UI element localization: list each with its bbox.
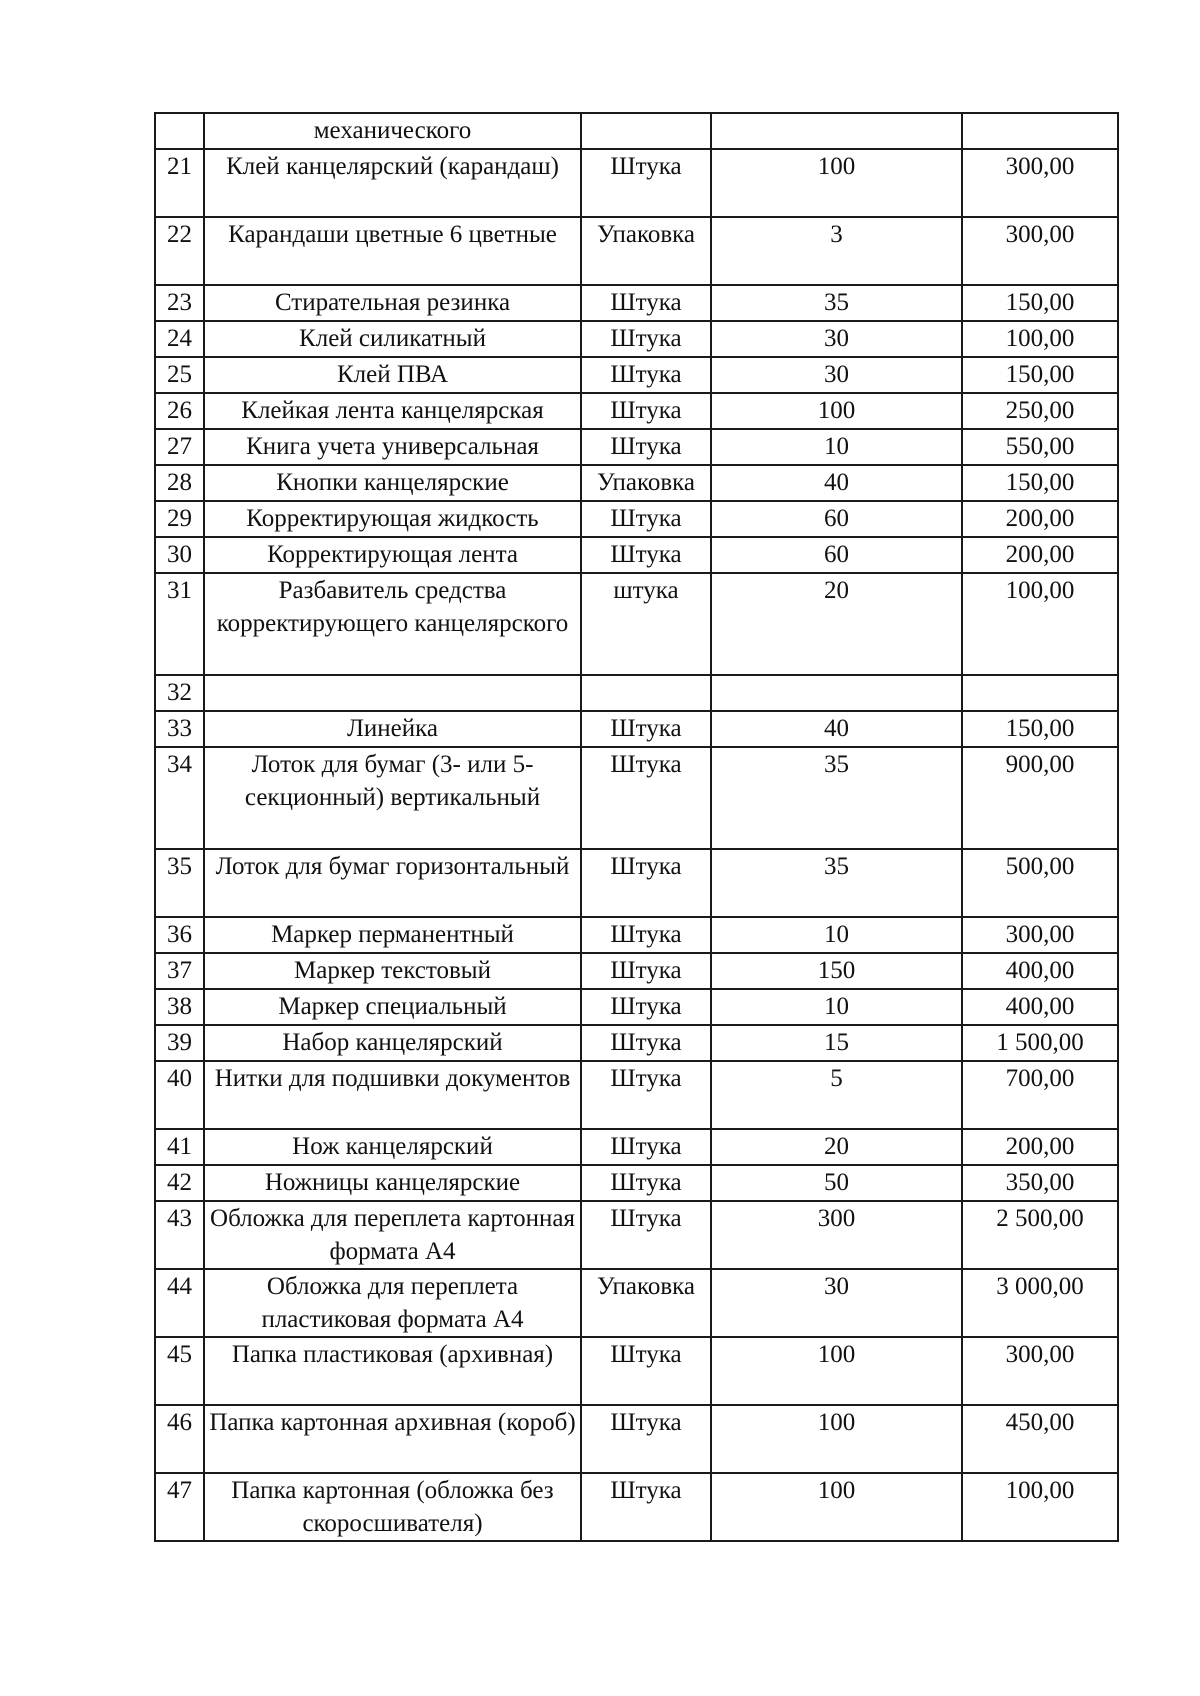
item-quantity: 100 [711, 149, 962, 217]
item-name: Разбавитель средства корректирующего канцелярского [204, 573, 581, 675]
item-name: Обложка для переплета картонная формата А4 [204, 1201, 581, 1269]
table-row [155, 149, 1118, 217]
row-number: 24 [155, 321, 204, 357]
item-name: Маркер текстовый [204, 953, 581, 989]
item-price: 300,00 [962, 1337, 1118, 1405]
table-row [155, 573, 1118, 675]
item-unit: Штука [581, 1473, 711, 1541]
item-name: Маркер перманентный [204, 917, 581, 953]
table-row [155, 747, 1118, 849]
table-row [155, 113, 1118, 149]
item-quantity [711, 675, 962, 711]
item-price [962, 675, 1118, 711]
item-price [962, 113, 1118, 149]
table-row [155, 1025, 1118, 1061]
table-row [155, 1473, 1118, 1541]
item-quantity: 20 [711, 573, 962, 675]
table-row [155, 537, 1118, 573]
item-price: 300,00 [962, 149, 1118, 217]
item-price: 150,00 [962, 357, 1118, 393]
row-number: 28 [155, 465, 204, 501]
table-row [155, 1165, 1118, 1201]
item-quantity: 10 [711, 989, 962, 1025]
item-price: 300,00 [962, 917, 1118, 953]
item-name: Карандаши цветные 6 цветные [204, 217, 581, 285]
item-quantity: 30 [711, 1269, 962, 1337]
item-quantity: 20 [711, 1129, 962, 1165]
table-row [155, 917, 1118, 953]
item-name: Книга учета универсальная [204, 429, 581, 465]
supplies-table-body [155, 113, 1118, 1541]
item-unit: Упаковка [581, 1269, 711, 1337]
item-unit: Штука [581, 1337, 711, 1405]
item-unit: Штука [581, 1165, 711, 1201]
item-unit: Штука [581, 321, 711, 357]
table-row [155, 429, 1118, 465]
item-quantity: 100 [711, 1473, 962, 1541]
item-name: Клей канцелярский (карандаш) [204, 149, 581, 217]
item-name [204, 675, 581, 711]
row-number: 29 [155, 501, 204, 537]
item-quantity: 35 [711, 849, 962, 917]
item-quantity: 40 [711, 711, 962, 747]
row-number: 23 [155, 285, 204, 321]
item-quantity: 300 [711, 1201, 962, 1269]
row-number: 30 [155, 537, 204, 573]
item-name: Лоток для бумаг горизонтальный [204, 849, 581, 917]
item-price: 350,00 [962, 1165, 1118, 1201]
item-quantity [711, 113, 962, 149]
item-quantity: 150 [711, 953, 962, 989]
item-unit: Штука [581, 149, 711, 217]
item-price: 200,00 [962, 1129, 1118, 1165]
item-unit [581, 675, 711, 711]
item-unit: Штука [581, 747, 711, 849]
item-unit [581, 113, 711, 149]
row-number: 22 [155, 217, 204, 285]
item-name: механического [204, 113, 581, 149]
item-quantity: 60 [711, 501, 962, 537]
item-name: Клей силикатный [204, 321, 581, 357]
item-unit: Штука [581, 1201, 711, 1269]
item-price: 150,00 [962, 465, 1118, 501]
table-row [155, 1269, 1118, 1337]
row-number [155, 113, 204, 149]
table-row [155, 285, 1118, 321]
row-number: 27 [155, 429, 204, 465]
item-name: Клей ПВА [204, 357, 581, 393]
item-name: Кнопки канцелярские [204, 465, 581, 501]
item-quantity: 100 [711, 1337, 962, 1405]
row-number: 26 [155, 393, 204, 429]
item-unit: Штука [581, 953, 711, 989]
item-quantity: 40 [711, 465, 962, 501]
table-row [155, 357, 1118, 393]
item-price: 100,00 [962, 573, 1118, 675]
table-row [155, 393, 1118, 429]
table-row [155, 321, 1118, 357]
row-number: 36 [155, 917, 204, 953]
item-name: Маркер специальный [204, 989, 581, 1025]
table-row [155, 953, 1118, 989]
item-unit: Штука [581, 393, 711, 429]
row-number: 43 [155, 1201, 204, 1269]
item-price: 150,00 [962, 285, 1118, 321]
item-unit: Штука [581, 1061, 711, 1129]
item-quantity: 3 [711, 217, 962, 285]
row-number: 45 [155, 1337, 204, 1405]
item-name: Корректирующая лента [204, 537, 581, 573]
item-name: Папка пластиковая (архивная) [204, 1337, 581, 1405]
table-row [155, 675, 1118, 711]
item-price: 400,00 [962, 989, 1118, 1025]
table-row [155, 849, 1118, 917]
item-quantity: 10 [711, 917, 962, 953]
item-unit: Упаковка [581, 217, 711, 285]
item-price: 1 500,00 [962, 1025, 1118, 1061]
table-row [155, 711, 1118, 747]
table-row [155, 989, 1118, 1025]
item-quantity: 100 [711, 1405, 962, 1473]
item-name: Клейкая лента канцелярская [204, 393, 581, 429]
row-number: 47 [155, 1473, 204, 1541]
item-unit: Штука [581, 917, 711, 953]
item-quantity: 30 [711, 321, 962, 357]
table-row [155, 1129, 1118, 1165]
item-price: 450,00 [962, 1405, 1118, 1473]
table-row [155, 217, 1118, 285]
item-name: Ножницы канцелярские [204, 1165, 581, 1201]
item-quantity: 50 [711, 1165, 962, 1201]
item-quantity: 100 [711, 393, 962, 429]
item-quantity: 60 [711, 537, 962, 573]
item-price: 900,00 [962, 747, 1118, 849]
item-name: Стирательная резинка [204, 285, 581, 321]
item-quantity: 15 [711, 1025, 962, 1061]
row-number: 39 [155, 1025, 204, 1061]
item-price: 3 000,00 [962, 1269, 1118, 1337]
table-row [155, 1337, 1118, 1405]
row-number: 41 [155, 1129, 204, 1165]
row-number: 37 [155, 953, 204, 989]
item-unit: штука [581, 573, 711, 675]
row-number: 44 [155, 1269, 204, 1337]
item-price: 200,00 [962, 501, 1118, 537]
row-number: 38 [155, 989, 204, 1025]
item-quantity: 10 [711, 429, 962, 465]
table-row [155, 1061, 1118, 1129]
item-price: 2 500,00 [962, 1201, 1118, 1269]
item-price: 100,00 [962, 321, 1118, 357]
table-row [155, 1201, 1118, 1269]
item-quantity: 5 [711, 1061, 962, 1129]
table-row [155, 1405, 1118, 1473]
item-price: 150,00 [962, 711, 1118, 747]
row-number: 34 [155, 747, 204, 849]
item-quantity: 30 [711, 357, 962, 393]
item-quantity: 35 [711, 285, 962, 321]
item-name: Линейка [204, 711, 581, 747]
item-unit: Штука [581, 1405, 711, 1473]
item-name: Обложка для переплета пластиковая формата А4 [204, 1269, 581, 1337]
item-name: Папка картонная архивная (короб) [204, 1405, 581, 1473]
item-unit: Штука [581, 537, 711, 573]
item-unit: Штука [581, 711, 711, 747]
item-price: 400,00 [962, 953, 1118, 989]
item-price: 250,00 [962, 393, 1118, 429]
item-price: 100,00 [962, 1473, 1118, 1541]
item-name: Нитки для подшивки документов [204, 1061, 581, 1129]
item-unit: Штука [581, 849, 711, 917]
item-unit: Штука [581, 1025, 711, 1061]
row-number: 46 [155, 1405, 204, 1473]
item-name: Корректирующая жидкость [204, 501, 581, 537]
row-number: 42 [155, 1165, 204, 1201]
item-price: 200,00 [962, 537, 1118, 573]
supplies-table [154, 112, 1119, 1542]
item-quantity: 35 [711, 747, 962, 849]
row-number: 33 [155, 711, 204, 747]
item-unit: Штука [581, 429, 711, 465]
item-unit: Штука [581, 989, 711, 1025]
row-number: 25 [155, 357, 204, 393]
item-name: Папка картонная (обложка без скоросшивателя) [204, 1473, 581, 1541]
item-name: Лоток для бумаг (3- или 5-секционный) вертикальный [204, 747, 581, 849]
item-price: 550,00 [962, 429, 1118, 465]
row-number: 32 [155, 675, 204, 711]
item-name: Набор канцелярский [204, 1025, 581, 1061]
item-unit: Упаковка [581, 465, 711, 501]
item-unit: Штука [581, 285, 711, 321]
table-row [155, 501, 1118, 537]
item-price: 300,00 [962, 217, 1118, 285]
item-unit: Штука [581, 501, 711, 537]
row-number: 21 [155, 149, 204, 217]
item-price: 500,00 [962, 849, 1118, 917]
row-number: 31 [155, 573, 204, 675]
item-unit: Штука [581, 357, 711, 393]
table-row [155, 465, 1118, 501]
item-name: Нож канцелярский [204, 1129, 581, 1165]
item-unit: Штука [581, 1129, 711, 1165]
item-price: 700,00 [962, 1061, 1118, 1129]
row-number: 40 [155, 1061, 204, 1129]
row-number: 35 [155, 849, 204, 917]
